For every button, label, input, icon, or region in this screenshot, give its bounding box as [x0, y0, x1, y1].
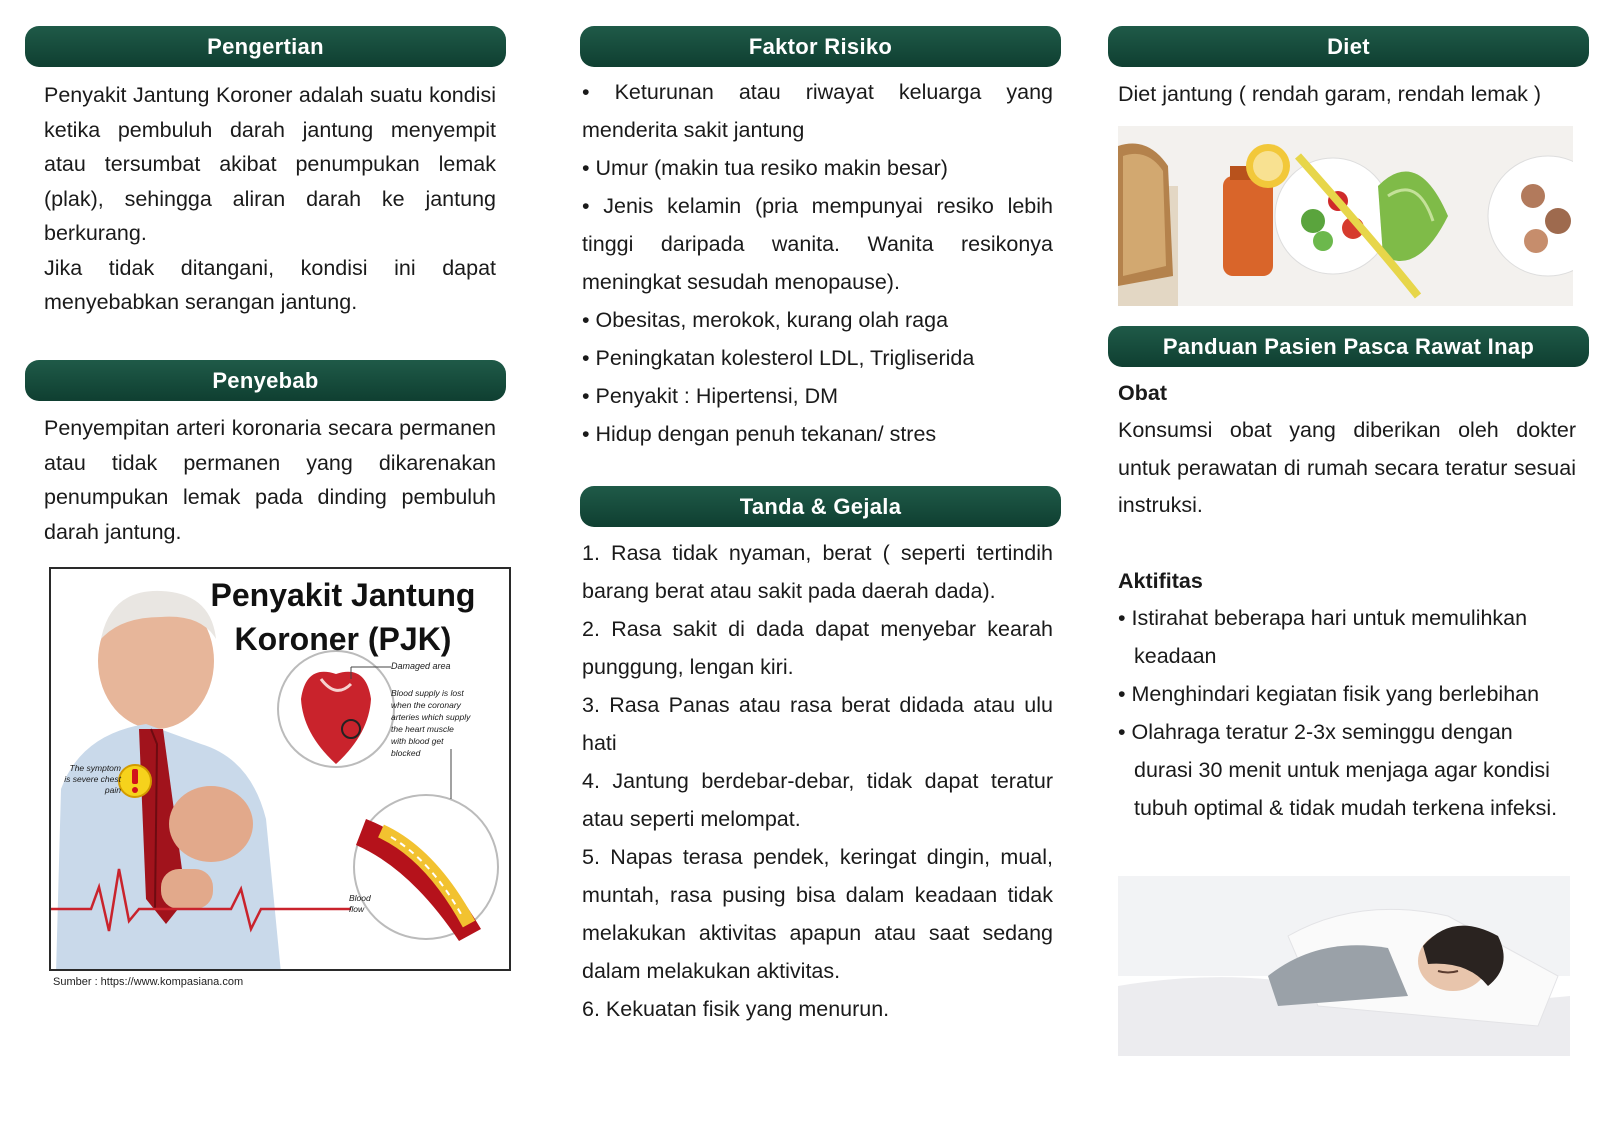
tanda-gejala-item: 3. Rasa Panas atau rasa berat didada atau ulu hati: [582, 693, 1053, 755]
tanda-gejala-item: 1. Rasa tidak nyaman, berat ( seperti tertindih barang berat atau sakit pada daerah dada).: [582, 541, 1053, 603]
pengertian-header: Pengertian: [25, 26, 506, 67]
pjk-title-line-2: Koroner (PJK): [234, 621, 452, 657]
panduan-body: [1118, 375, 1576, 827]
aktifitas-item: • Istirahat beberapa hari untuk memulihkan keadaan: [1118, 605, 1528, 668]
aktifitas-item: • Olahraga teratur 2-3x seminggu dengan durasi 30 menit untuk menjaga agar kondisi tubuh optimal & tidak mudah terkena infeksi.: [1118, 719, 1558, 820]
pengertian-paragraph-1: Penyakit Jantung Koroner adalah suatu kondisi ketika pembuluh darah jantung menyempit atau tersumbat akibat penumpukan lemak (plak), sehingga aliran darah ke jantung berkurang.: [44, 83, 496, 245]
faktor-risiko-item: • Hidup dengan penuh tekanan/ stres: [582, 422, 937, 446]
pengertian-body: [25, 78, 506, 320]
diet-text: Diet jantung ( rendah garam, rendah lemak ): [1118, 82, 1542, 106]
pjk-title-line-1: Penyakit Jantung: [210, 577, 476, 613]
tanda-gejala-list: [580, 534, 1061, 1028]
label-blood-flow: Blood flow: [349, 893, 371, 914]
faktor-risiko-list: [580, 73, 1061, 453]
column-right: [1108, 26, 1589, 820]
faktor-risiko-item: • Obesitas, merokok, kurang olah raga: [582, 308, 949, 332]
faktor-risiko-item: • Penyakit : Hipertensi, DM: [582, 384, 839, 408]
pengertian-paragraph-2: Jika tidak ditangani, kondisi ini dapat menyebabkan serangan jantung.: [44, 255, 496, 314]
label-blood-supply: Blood supply is lost when the coronary arteries which supply the heart muscle with blood get blocked: [391, 688, 471, 758]
obat-text: Konsumsi obat yang diberikan oleh dokter untuk perawatan di rumah secara teratur sesuai instruksi.: [1118, 418, 1576, 517]
aktifitas-heading: Aktifitas: [1118, 568, 1203, 593]
faktor-risiko-item: • Jenis kelamin (pria mempunyai resiko lebih tinggi daripada wanita. Wanita resikonya meningkat sesudah menopause).: [582, 194, 1053, 294]
tanda-gejala-item: 2. Rasa sakit di dada dapat menyebar kearah punggung, lengan kiri.: [582, 617, 1053, 679]
penyebab-paragraph: Penyempitan arteri koronaria secara permanen atau tidak permanen yang dikarenakan penumpukan lemak pada dinding pembuluh darah jantung.: [44, 416, 496, 544]
diet-food-photo: [1118, 126, 1573, 306]
pjk-title: [193, 573, 493, 661]
tanda-gejala-item: 4. Jantung berdebar-debar, tidak dapat teratur atau seperti melompat.: [582, 769, 1053, 831]
label-symptom: The symptom is severe chest pain: [64, 763, 121, 795]
diet-header: Diet: [1108, 26, 1589, 67]
diet-food-illustration: [1118, 126, 1573, 306]
faktor-risiko-item: • Keturunan atau riwayat keluarga yang menderita sakit jantung: [582, 80, 1053, 142]
label-damaged-area: Damaged area: [391, 661, 451, 671]
aktifitas-list: [1118, 599, 1576, 827]
tanda-gejala-item: 6. Kekuatan fisik yang menurun.: [582, 997, 890, 1021]
faktor-risiko-item: • Peningkatan kolesterol LDL, Trigliserida: [582, 346, 975, 370]
resting-woman-photo: [1118, 876, 1570, 1056]
image-source-caption: Sumber : https://www.kompasiana.com: [53, 976, 244, 988]
pjk-illustration: [49, 567, 511, 971]
faktor-risiko-item: • Umur (makin tua resiko makin besar): [582, 156, 948, 180]
column-left: [25, 26, 506, 988]
faktor-risiko-header: Faktor Risiko: [580, 26, 1061, 67]
panduan-header: Panduan Pasien Pasca Rawat Inap: [1108, 326, 1589, 367]
column-middle: [580, 26, 1061, 1021]
tanda-gejala-header: Tanda & Gejala: [580, 486, 1061, 527]
aktifitas-item: • Menghindari kegiatan fisik yang berlebihan: [1118, 681, 1540, 706]
penyebab-header: Penyebab: [25, 360, 506, 401]
resting-woman-illustration: [1118, 876, 1570, 1056]
tanda-gejala-item: 5. Napas terasa pendek, keringat dingin, mual, muntah, rasa pusing bisa dalam keadaan tidak melakukan aktivitas apapun atau saat sedang dalam melakukan aktivitas.: [582, 845, 1053, 983]
obat-heading: Obat: [1118, 381, 1167, 405]
